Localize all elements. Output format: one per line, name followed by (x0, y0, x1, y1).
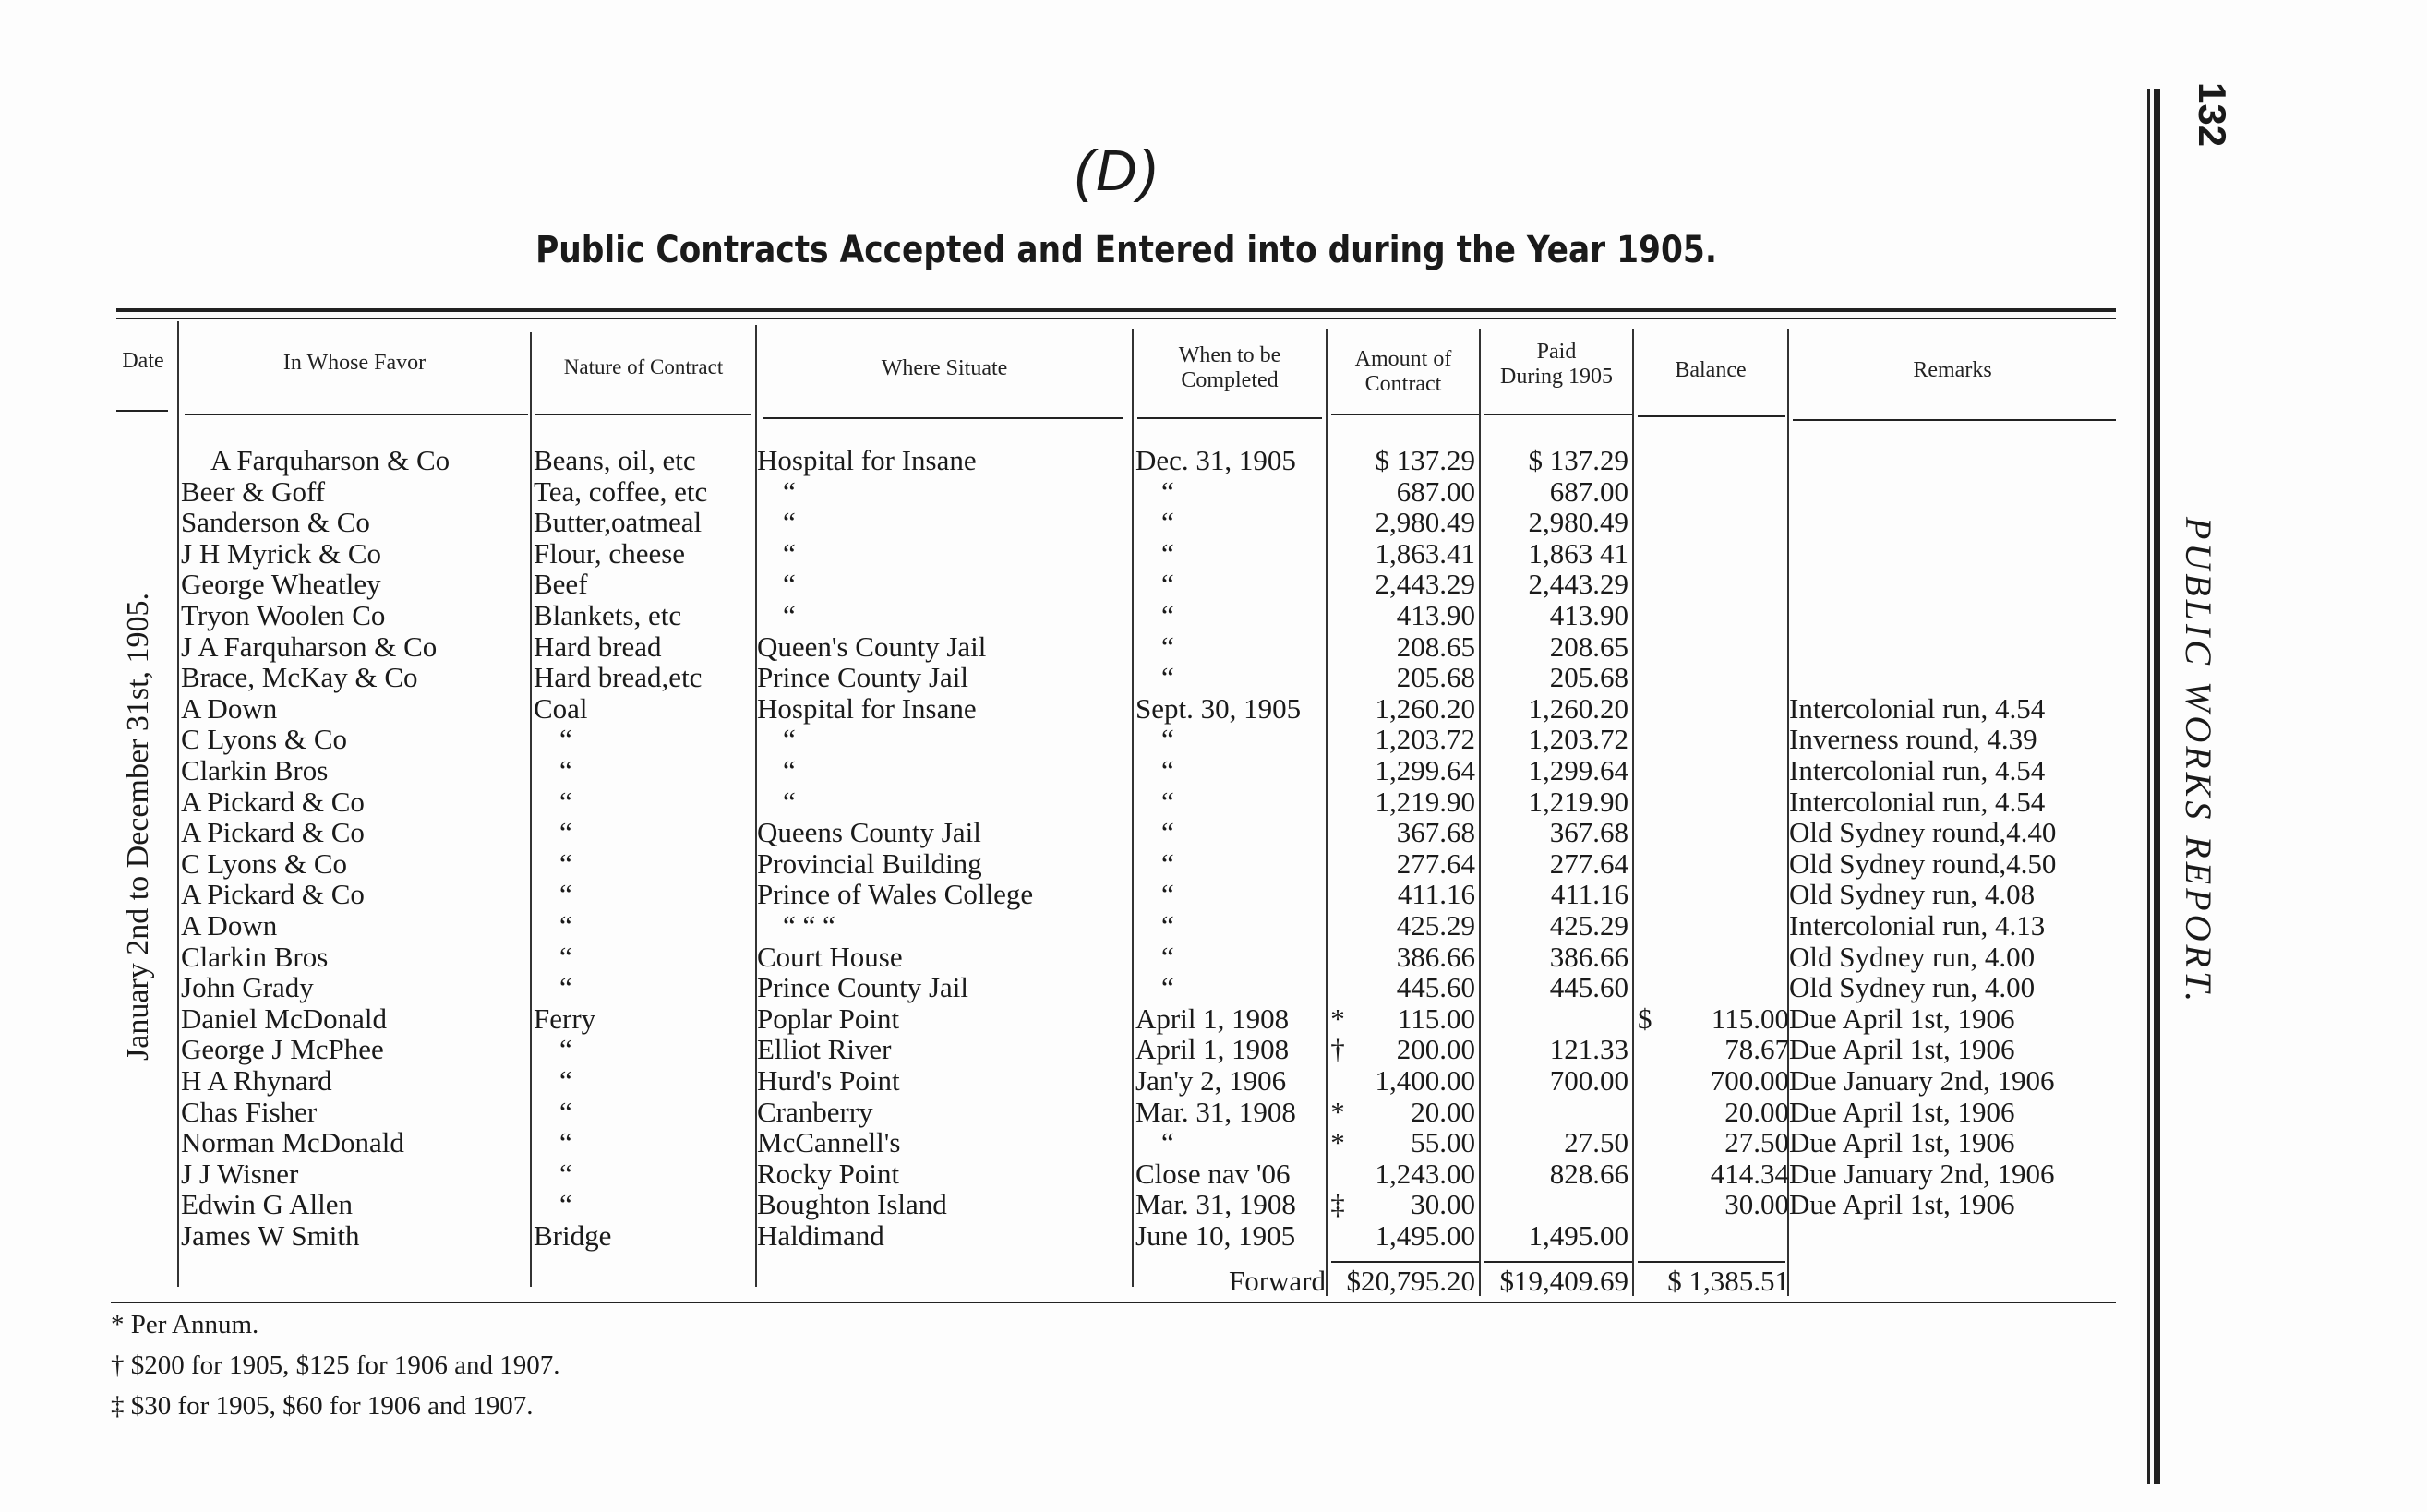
contract-location: Provincial Building (757, 846, 982, 880)
totals-rule (1484, 1261, 1632, 1263)
completion-date: “ (1161, 940, 1174, 973)
header-amount-of-contract (1328, 347, 1479, 397)
footnote-double-dagger: ‡ $30 for 1905, $60 for 1906 and 1907. (111, 1391, 534, 1421)
table-row (0, 942, 2123, 973)
completion-date: June 10, 1905 (1135, 1219, 1296, 1252)
contract-location: Hospital for Insane (757, 691, 977, 725)
table-row (0, 662, 2123, 693)
contract-nature: Beef (534, 568, 588, 601)
amount-paid: 205.68 (1549, 661, 1628, 694)
completion-date: April 1, 1908 (1135, 1033, 1290, 1066)
header-nature-of-contract: Nature of Contract (563, 355, 724, 378)
contract-nature: “ (559, 816, 572, 849)
amount-paid: 1,863 41 (1528, 536, 1628, 570)
header-underline (1331, 414, 1479, 415)
table-row (0, 786, 2123, 818)
contract-amount: 1,260.20 (1375, 691, 1475, 725)
contractor-name: J A Farquharson & Co (181, 630, 438, 663)
completion-date: Dec. 31, 1905 (1135, 444, 1296, 476)
contract-amount: 2,443.29 (1375, 568, 1475, 601)
contractor-name: A Pickard & Co (181, 816, 365, 849)
remarks-text: Due January 2nd, 1906 (1789, 1064, 2055, 1097)
amount-paid: 700.00 (1549, 1064, 1628, 1097)
header-amount-line2: Contract (1364, 372, 1442, 396)
completion-date: Close nav '06 (1135, 1157, 1291, 1190)
contract-amount: 115.00 (1397, 1002, 1475, 1035)
amount-paid: 1,260.20 (1528, 691, 1628, 725)
remarks-text: Old Sydney round,4.50 (1789, 846, 2057, 880)
contractor-name: George Wheatley (181, 568, 381, 601)
contractor-name: Beer & Goff (181, 474, 326, 508)
balance-amount: 115.00 (1711, 1002, 1789, 1035)
contract-nature: “ (559, 971, 572, 1004)
right-margin-rule-thick (2154, 89, 2160, 1484)
forward-totals-row (0, 1265, 2123, 1298)
table-row (0, 1003, 2123, 1035)
table-row (0, 817, 2123, 848)
amount-paid: 2,443.29 (1528, 568, 1628, 601)
amount-paid: 1,203.72 (1528, 723, 1628, 756)
table-row (0, 879, 2123, 910)
amount-paid: 208.65 (1549, 630, 1628, 663)
table-row (0, 538, 2123, 570)
table-row (0, 724, 2123, 755)
contract-nature: Ferry (534, 1002, 596, 1035)
forward-balance: $ 1,385.51 (1667, 1265, 1789, 1297)
completion-date: “ (1161, 971, 1174, 1004)
footnote-dagger: † $200 for 1905, $125 for 1906 and 1907. (111, 1350, 560, 1380)
contract-nature: Flour, cheese (534, 536, 686, 570)
contract-location: Boughton Island (757, 1188, 947, 1221)
contract-amount: 277.64 (1396, 846, 1475, 880)
contractor-name: H A Rhynard (181, 1064, 332, 1097)
contract-amount: 1,400.00 (1375, 1064, 1475, 1097)
contractor-name: George J McPhee (181, 1033, 384, 1066)
table-row (0, 755, 2123, 786)
completion-date: “ (1161, 599, 1174, 631)
date-range: January 2nd to December 31st, 1905. (121, 592, 155, 1061)
amount-paid: 445.60 (1549, 971, 1628, 1004)
header-paid-during (1481, 340, 1632, 390)
amount-paid: 367.68 (1549, 816, 1628, 849)
table-row (0, 1065, 2123, 1097)
contract-amount: 208.65 (1396, 630, 1475, 663)
completion-date: “ (1161, 568, 1174, 601)
completion-date: “ (1161, 630, 1174, 663)
balance-amount: 414.34 (1710, 1157, 1789, 1190)
amount-paid: 413.90 (1549, 599, 1628, 631)
table-row (0, 1220, 2123, 1252)
amount-paid: 687.00 (1549, 474, 1628, 508)
balance-currency-mark: $ (1638, 1002, 1652, 1035)
forward-label: Forward (1228, 1265, 1326, 1297)
remarks-text: Due April 1st, 1906 (1789, 1033, 2015, 1066)
page-number: 132 (2191, 81, 2234, 148)
header-underline (1137, 417, 1322, 419)
contract-location: Rocky Point (757, 1157, 900, 1190)
header-underline (1793, 419, 2116, 421)
contract-amount: 1,243.00 (1375, 1157, 1475, 1190)
contractor-name: James W Smith (181, 1219, 360, 1252)
table-row (0, 972, 2123, 1003)
footnote-mark: ‡ (1330, 1188, 1345, 1221)
contract-location: Prince County Jail (757, 971, 969, 1004)
contract-nature: “ (559, 723, 572, 756)
header-underline (185, 414, 528, 415)
amount-paid: 121.33 (1549, 1033, 1628, 1066)
table-row (0, 600, 2123, 631)
completion-date: “ (1161, 846, 1174, 880)
contractor-name: A Down (181, 691, 278, 725)
forward-paid: $19,409.69 (1499, 1265, 1628, 1297)
right-margin-rule (2147, 89, 2150, 1484)
contract-nature: “ (559, 1157, 572, 1190)
balance-amount: 30.00 (1724, 1188, 1789, 1221)
amount-paid: 2,980.49 (1528, 506, 1628, 539)
section-letter: (D) (1074, 139, 1160, 203)
contractor-name: Tryon Woolen Co (181, 599, 386, 631)
contractor-name: A Down (181, 909, 278, 942)
contract-amount: 1,219.90 (1375, 785, 1475, 818)
header-paid-line2: During 1905 (1500, 365, 1613, 389)
contract-location: “ “ “ (783, 909, 835, 942)
header-amount-line1: Amount of (1354, 347, 1452, 371)
contract-nature: Hard bread (534, 630, 662, 663)
contract-location: Poplar Point (757, 1002, 900, 1035)
contractor-name: A Pickard & Co (181, 878, 365, 911)
contractor-name: A Pickard & Co (181, 785, 365, 818)
contractor-name: Daniel McDonald (181, 1002, 387, 1035)
amount-paid: 386.66 (1549, 940, 1628, 973)
contract-location: Hurd's Point (757, 1064, 900, 1097)
footnote-mark: * (1330, 1095, 1345, 1128)
contractor-name: C Lyons & Co (181, 846, 348, 880)
footnote-mark: * (1330, 1126, 1345, 1159)
contract-nature: Tea, coffee, etc (534, 474, 708, 508)
amount-paid: $ 137.29 (1528, 444, 1628, 476)
completion-date: Jan'y 2, 1906 (1135, 1064, 1287, 1097)
contract-amount: 445.60 (1396, 971, 1475, 1004)
remarks-text: Due January 2nd, 1906 (1789, 1157, 2055, 1190)
contract-amount: 200.00 (1396, 1033, 1475, 1066)
header-where-situate: Where Situate (881, 356, 1008, 380)
contract-nature: Bridge (534, 1219, 612, 1252)
completion-date: Mar. 31, 1908 (1135, 1188, 1296, 1221)
completion-date: “ (1161, 816, 1174, 849)
completion-date: April 1, 1908 (1135, 1002, 1290, 1035)
contract-location: McCannell's (757, 1126, 901, 1159)
totals-rule (1638, 1261, 1785, 1263)
completion-date: “ (1161, 723, 1174, 756)
remarks-text: Old Sydney round,4.40 (1789, 816, 2057, 849)
contractor-name: J J Wisner (181, 1157, 299, 1190)
completion-date: “ (1161, 661, 1174, 694)
header-underline (535, 414, 751, 415)
table-row (0, 1097, 2123, 1128)
table-row (0, 1158, 2123, 1190)
contract-amount: 411.16 (1397, 878, 1475, 911)
footnote-per-annum: * Per Annum. (111, 1310, 259, 1339)
contractor-name: C Lyons & Co (181, 723, 348, 756)
running-head: PUBLIC WORKS REPORT. (2178, 517, 2219, 1006)
remarks-text: Intercolonial run, 4.13 (1789, 909, 2046, 942)
header-paid-line1: Paid (1536, 340, 1577, 364)
contractor-name: Brace, McKay & Co (181, 661, 418, 694)
contract-amount: 1,495.00 (1375, 1219, 1475, 1252)
remarks-text: Due April 1st, 1906 (1789, 1002, 2015, 1035)
completion-date: Mar. 31, 1908 (1135, 1095, 1296, 1128)
table-row (0, 445, 2123, 476)
contract-nature: “ (559, 1033, 572, 1066)
contract-nature: “ (559, 754, 572, 786)
remarks-text: Old Sydney run, 4.00 (1789, 940, 2036, 973)
footnote-mark: * (1330, 1002, 1345, 1035)
remarks-text: Intercolonial run, 4.54 (1789, 785, 2046, 818)
balance-amount: 27.50 (1724, 1126, 1789, 1159)
contract-location: “ (783, 536, 796, 570)
amount-paid: 277.64 (1549, 846, 1628, 880)
table-row (0, 507, 2123, 538)
table-top-rule (116, 308, 2116, 312)
contract-location: “ (783, 785, 796, 818)
completion-date: “ (1161, 536, 1174, 570)
contractor-name: John Grady (181, 971, 314, 1004)
contract-amount: 30.00 (1411, 1188, 1475, 1221)
contract-location: “ (783, 754, 796, 786)
balance-amount: 78.67 (1724, 1033, 1789, 1066)
contract-nature: “ (559, 1126, 572, 1159)
header-balance: Balance (1675, 358, 1747, 382)
table-row (0, 1034, 2123, 1065)
contract-nature: “ (559, 909, 572, 942)
contract-nature: Butter,oatmeal (534, 506, 703, 539)
contract-amount: 2,980.49 (1375, 506, 1475, 539)
contract-location: Elliot River (757, 1033, 892, 1066)
header-remarks: Remarks (1913, 358, 1992, 382)
completion-date: “ (1161, 506, 1174, 539)
amount-paid: 425.29 (1549, 909, 1628, 942)
footnote-mark: † (1330, 1033, 1345, 1066)
contract-location: Haldimand (757, 1219, 884, 1252)
contract-amount: 20.00 (1411, 1095, 1475, 1128)
completion-date: “ (1161, 785, 1174, 818)
header-underline (763, 417, 1123, 419)
contract-amount: 1,299.64 (1375, 754, 1475, 786)
contract-nature: Hard bread,etc (534, 661, 703, 694)
totals-rule (1331, 1261, 1479, 1263)
contract-nature: Coal (534, 691, 588, 725)
contract-amount: 1,203.72 (1375, 723, 1475, 756)
contract-amount: 413.90 (1396, 599, 1475, 631)
remarks-text: Due April 1st, 1906 (1789, 1095, 2015, 1128)
amount-paid: 828.66 (1549, 1157, 1628, 1190)
amount-paid: 1,299.64 (1528, 754, 1628, 786)
header-when-completed (1134, 343, 1326, 393)
balance-amount: 700.00 (1710, 1064, 1789, 1097)
page-title: Public Contracts Accepted and Entered into during the Year 1905. (535, 229, 1717, 271)
amount-paid: 27.50 (1564, 1126, 1628, 1159)
header-underline (1484, 414, 1632, 415)
contract-location: “ (783, 474, 796, 508)
completion-date: Sept. 30, 1905 (1135, 691, 1302, 725)
table-row (0, 848, 2123, 880)
contract-nature: “ (559, 1188, 572, 1221)
amount-paid: 1,495.00 (1528, 1219, 1628, 1252)
remarks-text: Due April 1st, 1906 (1789, 1188, 2015, 1221)
amount-paid: 1,219.90 (1528, 785, 1628, 818)
contract-nature: “ (559, 1064, 572, 1097)
remarks-text: Intercolonial run, 4.54 (1789, 754, 2046, 786)
header-date: Date (122, 349, 164, 373)
completion-date: “ (1161, 754, 1174, 786)
remarks-text: Due April 1st, 1906 (1789, 1126, 2015, 1159)
contract-amount: 425.29 (1396, 909, 1475, 942)
contract-amount: 687.00 (1396, 474, 1475, 508)
table-row (0, 569, 2123, 600)
balance-amount: 20.00 (1724, 1095, 1789, 1128)
contract-nature: “ (559, 846, 572, 880)
completion-date: “ (1161, 474, 1174, 508)
header-underline (1638, 415, 1785, 417)
table-row (0, 1127, 2123, 1158)
contractor-name: Chas Fisher (181, 1095, 318, 1128)
contract-nature: Blankets, etc (534, 599, 682, 631)
completion-date: “ (1161, 1126, 1174, 1159)
contract-amount: 367.68 (1396, 816, 1475, 849)
header-when-line2: Completed (1181, 368, 1279, 392)
completion-date: “ (1161, 878, 1174, 911)
contractor-name: J H Myrick & Co (181, 536, 381, 570)
contract-amount: 386.66 (1396, 940, 1475, 973)
table-row (0, 693, 2123, 725)
contract-nature: “ (559, 785, 572, 818)
table-row (0, 1189, 2123, 1220)
contractor-name: Norman McDonald (181, 1126, 404, 1159)
contractor-name: Clarkin Bros (181, 940, 329, 973)
contract-location: Court House (757, 940, 903, 973)
table-bottom-rule (111, 1302, 2116, 1303)
header-when-line1: When to be (1178, 343, 1281, 367)
contractor-name: Edwin G Allen (181, 1188, 353, 1221)
contract-location: Queen's County Jail (757, 630, 987, 663)
contract-location: Prince of Wales College (757, 878, 1034, 911)
contractor-name: Sanderson & Co (181, 506, 370, 539)
completion-date: “ (1161, 909, 1174, 942)
remarks-text: Old Sydney run, 4.08 (1789, 878, 2036, 911)
contract-location: “ (783, 568, 796, 601)
header-underline (116, 410, 168, 412)
amount-paid: 411.16 (1550, 878, 1628, 911)
contract-nature: “ (559, 878, 572, 911)
remarks-text: Intercolonial run, 4.54 (1789, 691, 2046, 725)
contract-nature: “ (559, 1095, 572, 1128)
contract-nature: “ (559, 940, 572, 973)
contract-location: Hospital for Insane (757, 444, 977, 476)
table-row (0, 476, 2123, 508)
remarks-text: Old Sydney run, 4.00 (1789, 971, 2036, 1004)
table-row (0, 910, 2123, 942)
table-row (0, 631, 2123, 663)
contract-amount: 205.68 (1396, 661, 1475, 694)
contract-location: “ (783, 599, 796, 631)
header-in-whose-favor: In Whose Favor (282, 351, 427, 375)
contract-location: Prince County Jail (757, 661, 969, 694)
table-top-rule-inner (116, 318, 2116, 319)
contract-location: “ (783, 723, 796, 756)
contract-nature: Beans, oil, etc (534, 444, 696, 476)
contract-location: “ (783, 506, 796, 539)
contract-location: Cranberry (757, 1095, 873, 1128)
contract-location: Queens County Jail (757, 816, 981, 849)
contract-amount: 55.00 (1411, 1126, 1475, 1159)
contractor-name: Clarkin Bros (181, 754, 329, 786)
remarks-text: Inverness round, 4.39 (1789, 723, 2037, 756)
forward-amount: $20,795.20 (1346, 1265, 1475, 1297)
contract-amount: $ 137.29 (1375, 444, 1475, 476)
contract-amount: 1,863.41 (1375, 536, 1475, 570)
contractor-name: A Farquharson & Co (210, 444, 451, 476)
